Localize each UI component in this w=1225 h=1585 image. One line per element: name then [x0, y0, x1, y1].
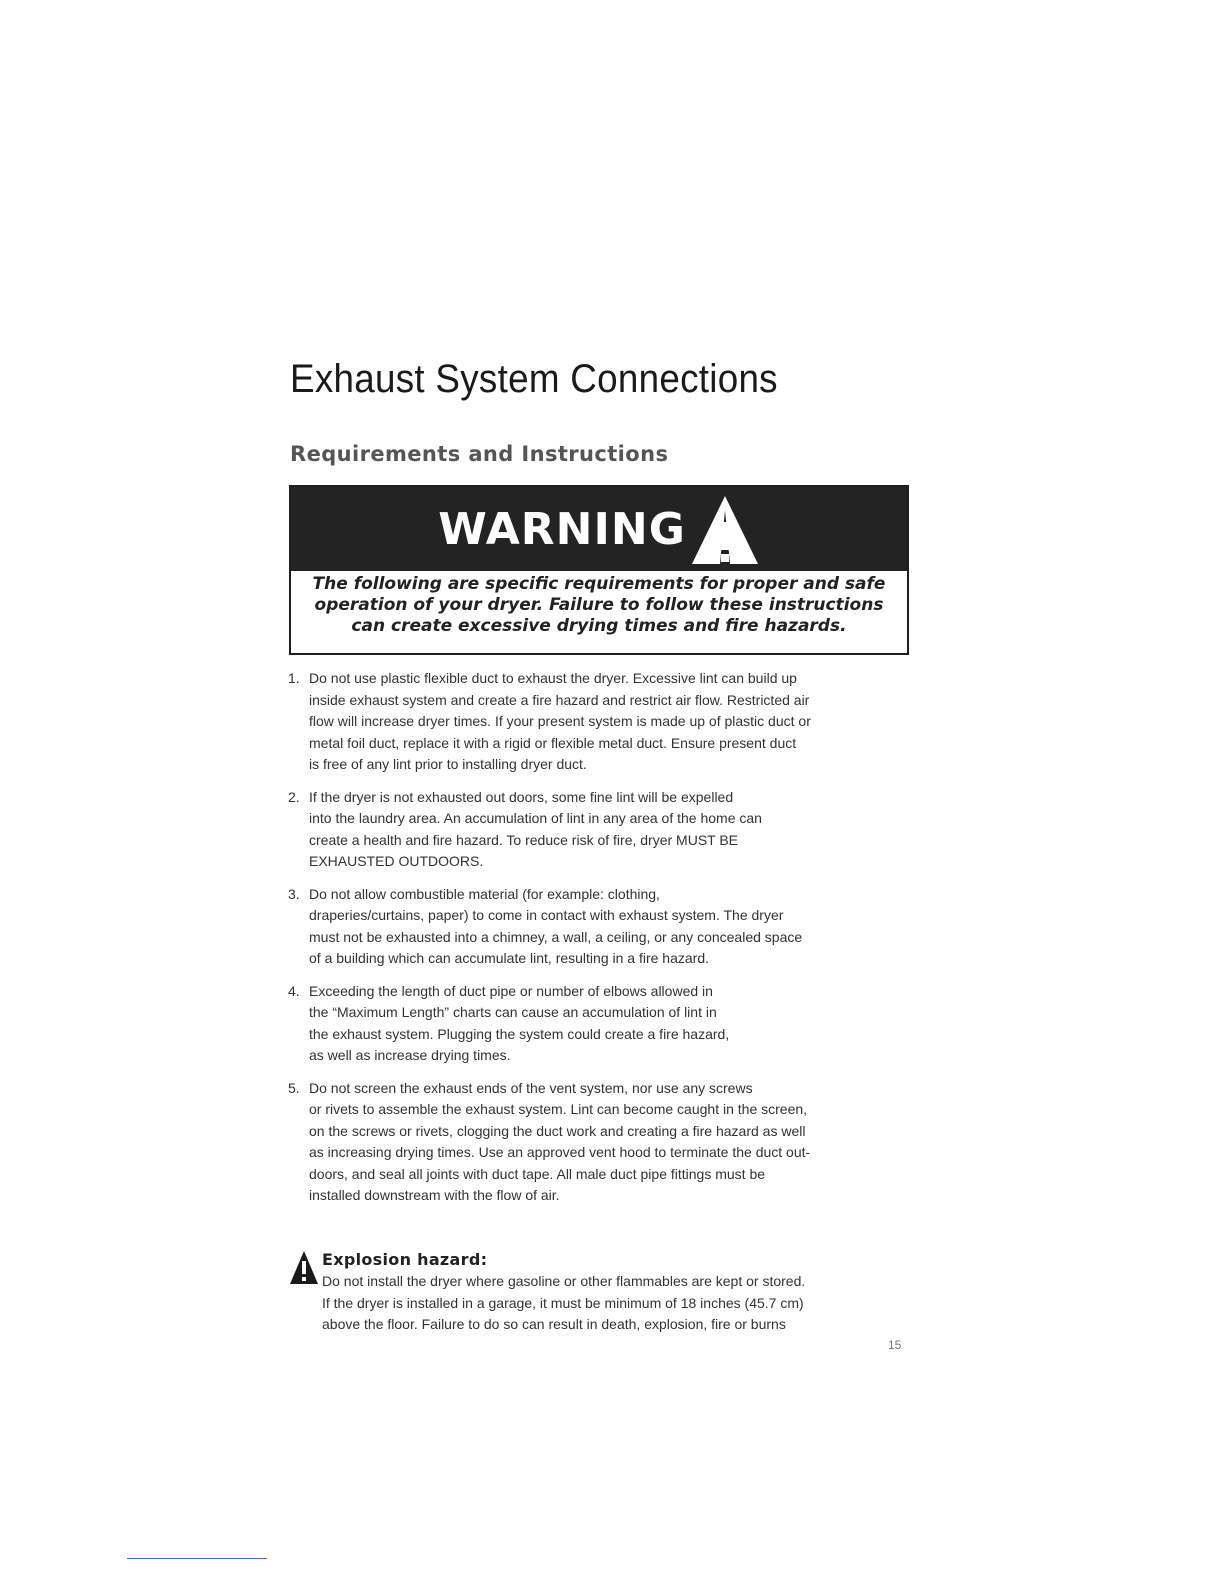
- requirement-line: the “Maximum Length” charts can cause an accumulation of lint in: [309, 1004, 717, 1020]
- requirement-number: 4.: [288, 982, 300, 999]
- requirements-list: [288, 668, 913, 1218]
- requirement-number: 3.: [288, 885, 300, 902]
- requirement-line: Do not allow combustible material (for example: clothing,: [309, 885, 660, 902]
- hazard-text-line: If the dryer is installed in a garage, it must be minimum of 18 inches (45.7 cm): [322, 1294, 804, 1311]
- page-title: Exhaust System Connections: [290, 356, 778, 401]
- warning-text: [291, 571, 907, 637]
- section-heading: Requirements and Instructions: [290, 442, 669, 467]
- warning-banner: [291, 487, 907, 571]
- requirement-line: as increasing drying times. Use an approved vent hood to terminate the duct out-: [309, 1144, 811, 1160]
- caution-triangle-icon: [289, 1250, 319, 1286]
- requirement-item: [288, 981, 913, 1067]
- requirement-line: as well as increase drying times.: [309, 1047, 511, 1063]
- requirement-line: Exceeding the length of duct pipe or number of elbows allowed in: [309, 982, 713, 999]
- requirement-line: inside exhaust system and create a fire hazard and restrict air flow. Restricted air: [309, 691, 810, 708]
- requirement-line: on the screws or rivets, clogging the duct work and creating a fire hazard as well: [309, 1122, 806, 1139]
- requirement-line: into the laundry area. An accumulation of lint in any area of the home can: [309, 810, 762, 826]
- hazard-text-line: Do not install the dryer where gasoline or other flammables are kept or stored.: [322, 1273, 806, 1289]
- requirement-item: [288, 668, 913, 776]
- warning-text-line: operation of your dryer. Failure to follow these instructions: [314, 595, 884, 615]
- requirement-line: doors, and seal all joints with duct tape. All male duct pipe fittings must be: [309, 1165, 766, 1182]
- requirement-line: the exhaust system. Plugging the system could create a fire hazard,: [309, 1025, 730, 1042]
- requirement-line: Do not screen the exhaust ends of the vent system, nor use any screws: [309, 1079, 753, 1096]
- requirement-line: of a building which can accumulate lint, resulting in a fire hazard.: [309, 950, 709, 966]
- requirement-line: create a health and fire hazard. To reduce risk of fire, dryer MUST BE: [309, 831, 739, 848]
- warning-text-line: can create excessive drying times and fire hazards.: [351, 616, 847, 636]
- requirement-line: is free of any lint prior to installing dryer duct.: [309, 756, 587, 772]
- requirement-number: 2.: [288, 788, 300, 805]
- warning-box: [289, 485, 909, 655]
- requirement-line: draperies/curtains, paper) to come in contact with exhaust system. The dryer: [309, 907, 784, 923]
- requirement-line: EXHAUSTED OUTDOORS.: [309, 853, 484, 869]
- hazard-text: [322, 1271, 805, 1336]
- warning-triangle-icon: [690, 494, 760, 566]
- warning-label: WARNING: [438, 503, 686, 555]
- requirement-line: flow will increase dryer times. If your present system is made up of plastic duct or: [309, 713, 811, 729]
- requirement-line: must not be exhausted into a chimney, a wall, a ceiling, or any concealed space: [309, 928, 803, 945]
- hazard-text-line: above the floor. Failure to do so can result in death, explosion, fire or burns: [322, 1316, 786, 1332]
- requirement-line: If the dryer is not exhausted out doors, some fine lint will be expelled: [309, 788, 734, 805]
- requirement-number: 1.: [288, 670, 300, 686]
- page-number: 15: [888, 1338, 902, 1352]
- requirement-item: [288, 1078, 913, 1207]
- requirement-item: [288, 787, 913, 873]
- requirement-line: Do not use plastic flexible duct to exhaust the dryer. Excessive lint can build up: [309, 670, 797, 686]
- warning-text-line: The following are specific requirements for proper and safe: [312, 574, 886, 594]
- footnote-link-line[interactable]: [127, 1558, 267, 1559]
- requirement-line: metal foil duct, replace it with a rigid or flexible metal duct. Ensure present duct: [309, 734, 797, 751]
- requirement-item: [288, 884, 913, 970]
- requirement-number: 5.: [288, 1079, 300, 1096]
- requirement-line: installed downstream with the flow of air.: [309, 1187, 560, 1203]
- hazard-title: Explosion hazard:: [322, 1250, 488, 1269]
- requirement-line: or rivets to assemble the exhaust system. Lint can become caught in the screen,: [309, 1101, 808, 1117]
